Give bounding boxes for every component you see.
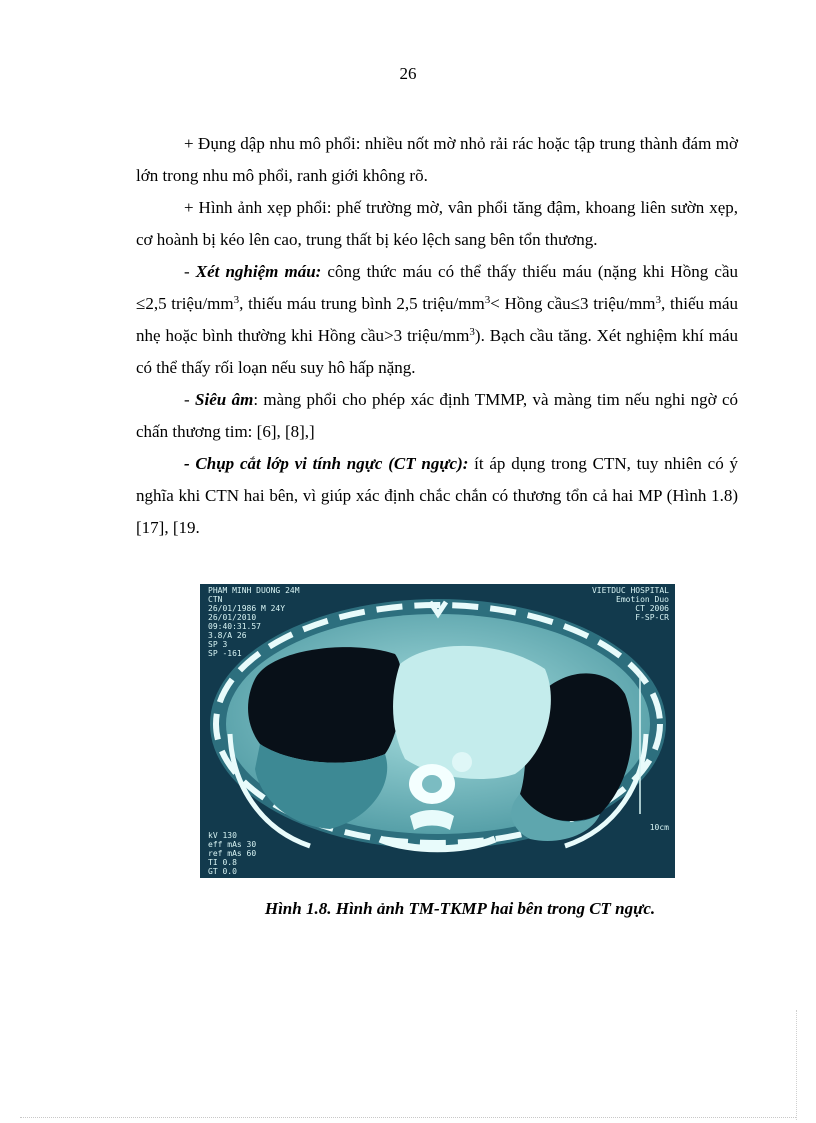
superscript: 3 [233,294,240,306]
paragraph-ct-scan [136,448,738,544]
blood-test-text-4: , thiếu máu nhẹ hoặc bình thường khi Hồng cầu>3 triệu/mm [136,294,739,345]
ct-overlay-scan-params: kV 130 eff mAs 30 ref mAs 60 TI 0.8 GT 0.0 [208,831,257,876]
blood-test-text-2: , thiếu máu trung bình 2,5 triệu/mm [239,294,485,313]
blood-test-text-5: ). Bạch cầu tăng. Xét nghiệm khí máu có thể thấy rối loạn nếu suy hô hấp nặng. [136,326,738,377]
bullet-dash: - [184,390,196,409]
page-side-divider [796,1010,797,1120]
ultrasound-text: : màng phổi cho phép xác định TMMP, và màng tim nếu nghi ngờ có chấn thương tim: [6], [8],] [136,390,738,441]
bullet-dash: - [184,262,196,281]
ct-overlay-scale: 10cm [649,823,669,832]
superscript: 3 [469,326,475,338]
page-bottom-divider [20,1117,796,1118]
term-ultrasound: Siêu âm [195,390,254,409]
paragraph-ultrasound [136,384,738,448]
term-blood-test: Xét nghiệm máu: [195,262,322,281]
term-ct-scan: - Chụp cắt lớp vi tính ngực (CT ngực): [184,454,469,473]
blood-test-text-3: < Hồng cầu≤3 triệu/mm [490,294,656,313]
superscript: 3 [655,294,662,306]
document-body [136,128,738,544]
blood-test-text-1: công thức máu có thể thấy thiếu máu (nặng khi Hồng cầu ≤2,5 triệu/mm [136,262,738,313]
ct-chest-image [200,584,675,878]
superscript: 3 [484,294,491,306]
ct-scan-text: ít áp dụng trong CTN, tuy nhiên có ý nghĩa khi CTN hai bên, vì giúp xác định chắc chắn có thương tổn cả hai MP (Hình 1.8) [17], [19. [136,454,738,537]
paragraph-atelectasis: + Hình ảnh xẹp phổi: phế trường mờ, vân phổi tăng đậm, khoang liên sườn xẹp, cơ hoành bị kéo lên cao, trung thất bị kéo lệch sang bên tổn thương. [136,198,738,249]
paragraph-lung-contusion: + Đụng dập nhu mô phổi: nhiều nốt mờ nhỏ rải rác hoặc tập trung thành đám mờ lớn trong nhu mô phổi, ranh giới không rõ. [136,134,738,185]
figure-caption: Hình 1.8. Hình ảnh TM-TKMP hai bên trong CT ngực. [264,899,656,918]
page-number: 26 [399,64,417,83]
paragraph-blood-test [136,256,738,384]
ct-overlay-patient-info: PHAM MINH DUONG 24M CTN 26/01/1986 M 24Y 26/01/2010 09:40:31.57 3.8/A 26 SP 3 SP -161 [208,586,300,658]
ct-overlay-hospital-info: VIETDUC HOSPITAL Emotion Duo CT 2006 F-SP-CR [591,586,669,622]
